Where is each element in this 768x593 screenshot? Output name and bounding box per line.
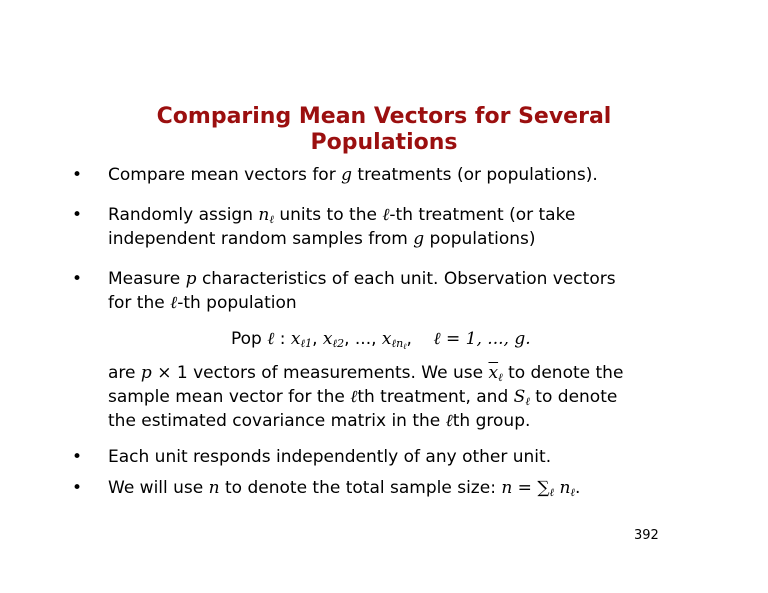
bullet-5-text: We will use n to denote the total sample size: $n = \sum_\ell$ $n_\ell$. (108, 478, 581, 499)
page-number: 392 (634, 528, 659, 543)
bullet-dot-icon: • (72, 269, 83, 289)
bullet-dot-icon: • (72, 165, 83, 185)
continuation-line-3: the estimated covariance matrix in the ℓth group. (108, 411, 531, 431)
subscript-l-xbar: ℓ (498, 371, 503, 384)
continuation-line-1: are p × 1 vectors of measurements. We use $\overline{x}_\ell$ to denote the (108, 363, 624, 384)
subscript-l-sum: ℓ (549, 486, 555, 499)
bullet-dot-icon: • (72, 205, 83, 225)
bullet-1-text: Compare mean vectors for g treatments (or populations). (108, 165, 598, 185)
subscript-l2: ℓ2 (332, 337, 345, 350)
bullet-3-line-2: for the ℓ-th population (108, 293, 297, 313)
continuation-line-2: sample mean vector for the ℓth treatment, and $S_\ell$ to denote (108, 387, 618, 408)
bullet-2-text: Randomly assign $n_\ell$ units to the ℓ-th treatment (or take (108, 205, 576, 226)
subscript-l1: ℓ1 (300, 337, 313, 350)
subscript-l-S: ℓ (525, 395, 530, 408)
title-line-2: Populations (310, 130, 458, 155)
title-line-1: Comparing Mean Vectors for Several (156, 104, 612, 129)
bullet-dot-icon: • (72, 478, 83, 498)
slide-title (0, 104, 768, 156)
bullet-4-text: Each unit responds independently of any other unit. (108, 447, 552, 467)
bullet-3-text: Measure p characteristics of each unit. Observation vectors (108, 269, 616, 289)
subscript-l-n: ℓ (570, 486, 576, 499)
population-equation: Pop ℓ : $x_{\ell 1}$, $x_{\ell 2}$, ..., $x_{\ell n\ell}$, ℓ = 1, ..., g. (231, 329, 531, 351)
bullet-dot-icon: • (72, 447, 83, 467)
subscript-lnl: ℓnℓ (391, 337, 407, 351)
bullet-2-line-2: independent random samples from g populations) (108, 229, 536, 249)
